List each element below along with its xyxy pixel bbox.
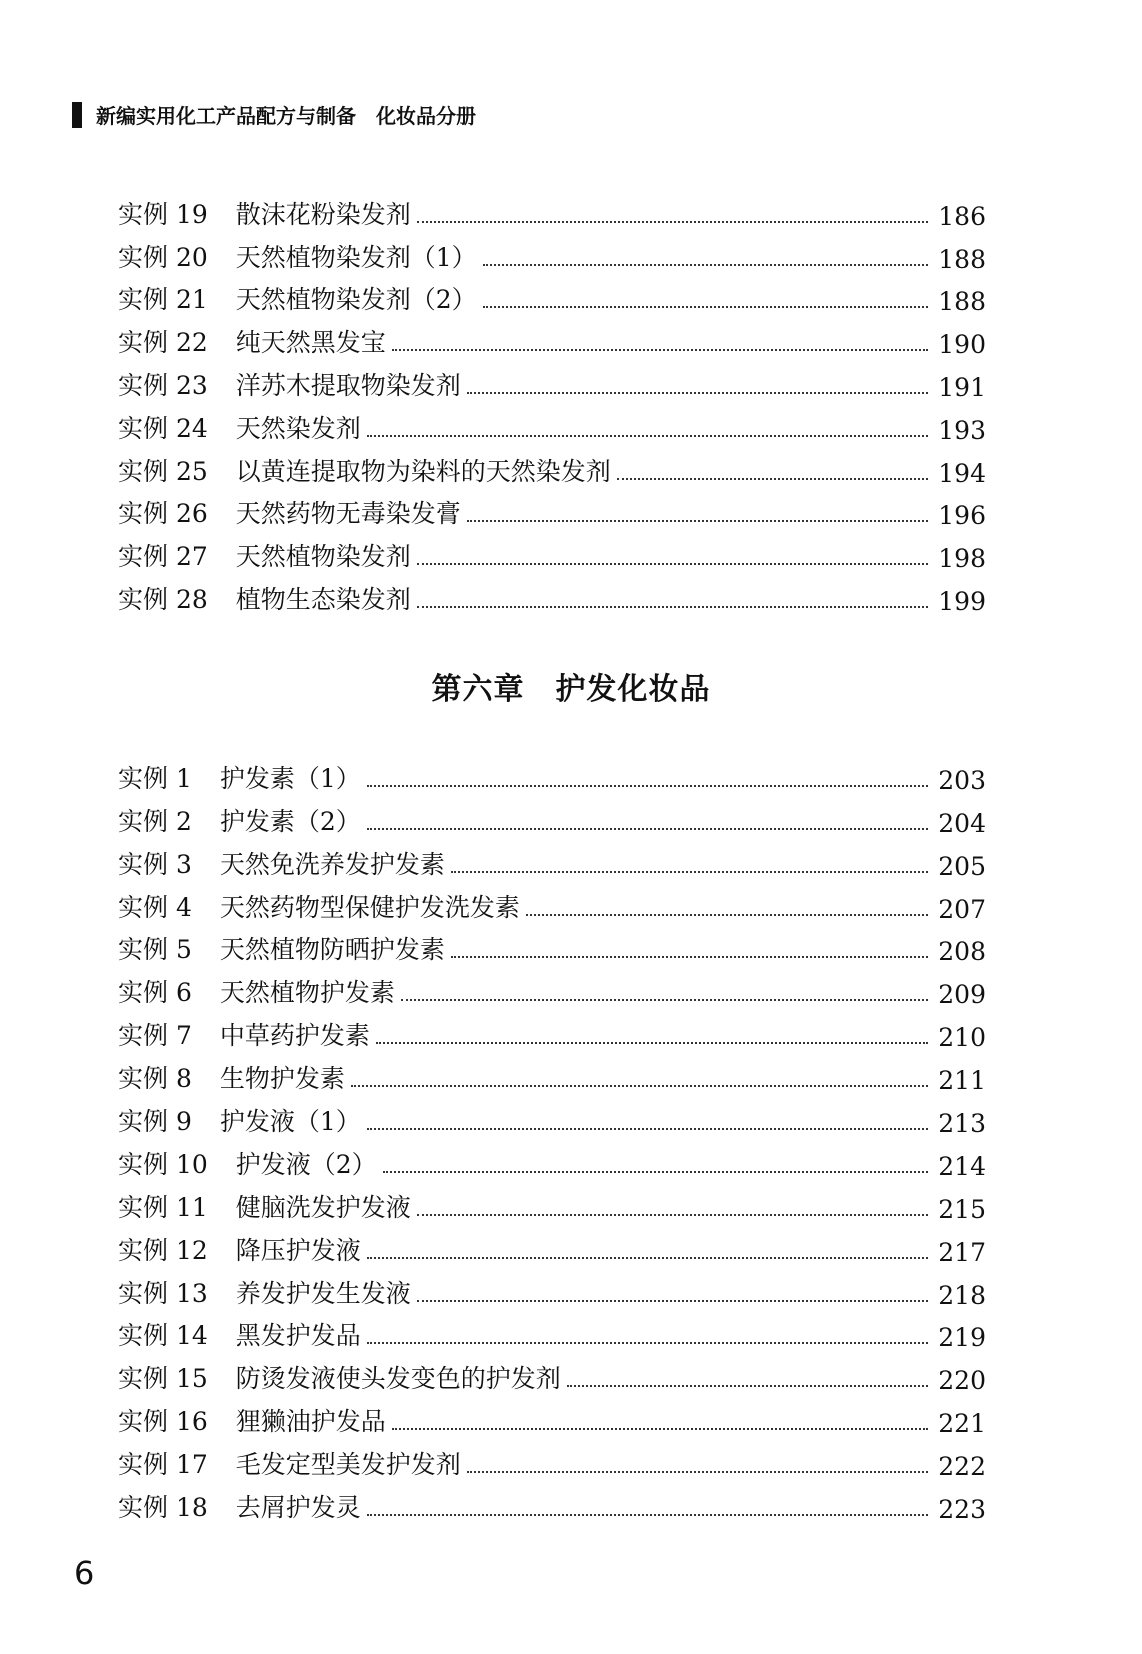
chapter-heading: 第六章 护发化妆品 xyxy=(431,672,711,707)
dot-leader xyxy=(367,828,929,830)
toc-entry[interactable] xyxy=(118,966,986,1009)
entry-page: 220 xyxy=(938,1366,986,1396)
entry-title: 植物生态染发剂 xyxy=(235,584,411,614)
dot-leader xyxy=(617,478,929,480)
entry-label: 实例 15 xyxy=(118,1364,208,1394)
dot-leader xyxy=(483,264,929,266)
entry-label: 实例 27 xyxy=(118,542,208,572)
entry-title: 护发液（2） xyxy=(235,1149,377,1179)
entry-title: 天然植物防晒护发素 xyxy=(219,935,445,965)
toc-entry[interactable] xyxy=(118,1395,986,1438)
dot-leader xyxy=(392,1428,929,1430)
entry-title: 降压护发液 xyxy=(235,1235,361,1265)
entry-label: 实例 16 xyxy=(118,1407,208,1437)
entry-page: 191 xyxy=(938,372,986,402)
entry-label: 实例 21 xyxy=(118,285,208,315)
entry-title: 护发素（2） xyxy=(219,806,361,836)
toc-entry[interactable] xyxy=(118,316,986,359)
toc-entry[interactable] xyxy=(118,1181,986,1224)
entry-title: 散沫花粉染发剂 xyxy=(235,199,411,229)
entry-label: 实例 13 xyxy=(118,1278,208,1308)
entry-label: 实例 28 xyxy=(118,584,208,614)
entry-title: 黑发护发品 xyxy=(235,1321,361,1351)
toc-entry[interactable] xyxy=(118,1009,986,1052)
toc-entry[interactable] xyxy=(118,445,986,488)
dot-leader xyxy=(367,1514,929,1516)
entry-title: 天然药物型保健护发洗发素 xyxy=(219,892,520,922)
entry-label: 实例 23 xyxy=(118,370,208,400)
toc-entry[interactable] xyxy=(118,924,986,967)
entry-title: 去屑护发灵 xyxy=(235,1493,361,1523)
entry-label: 实例 8 xyxy=(118,1064,192,1094)
entry-title: 养发护发生发液 xyxy=(235,1278,411,1308)
entry-page: 199 xyxy=(938,586,986,616)
toc-entry[interactable] xyxy=(118,1138,986,1181)
entry-page: 215 xyxy=(938,1194,986,1224)
dot-leader xyxy=(451,956,928,958)
entry-title: 纯天然黑发宝 xyxy=(235,328,386,358)
entry-label: 实例 9 xyxy=(118,1107,192,1137)
dot-leader xyxy=(467,392,929,394)
toc-entry[interactable] xyxy=(118,1481,986,1524)
dot-leader xyxy=(417,1214,929,1216)
entry-title: 健脑洗发护发液 xyxy=(235,1192,411,1222)
running-header xyxy=(72,100,476,129)
dot-leader xyxy=(392,349,929,351)
entry-title: 以黄连提取物为染料的天然染发剂 xyxy=(235,456,611,486)
dot-leader xyxy=(376,1042,928,1044)
entry-page: 222 xyxy=(938,1452,986,1482)
entry-title: 天然植物染发剂（2） xyxy=(235,285,477,315)
entry-label: 实例 11 xyxy=(118,1192,208,1222)
entry-title: 天然植物染发剂（1） xyxy=(235,242,477,272)
entry-label: 实例 1 xyxy=(118,763,192,793)
dot-leader xyxy=(567,1385,929,1387)
toc-entry[interactable] xyxy=(118,838,986,881)
entry-title: 天然染发剂 xyxy=(235,413,361,443)
dot-leader xyxy=(367,1342,929,1344)
book-title: 新编实用化工产品配方与制备 化妆品分册 xyxy=(96,104,476,128)
entry-page: 211 xyxy=(938,1066,986,1096)
entry-label: 实例 5 xyxy=(118,935,192,965)
entry-page: 218 xyxy=(938,1280,986,1310)
entry-page: 203 xyxy=(938,765,986,795)
entry-label: 实例 17 xyxy=(118,1450,208,1480)
entry-page: 219 xyxy=(938,1323,986,1353)
entry-label: 实例 6 xyxy=(118,978,192,1008)
toc-entry[interactable] xyxy=(118,1095,986,1138)
entry-title: 中草药护发素 xyxy=(219,1021,370,1051)
toc-entry[interactable] xyxy=(118,881,986,924)
entry-page: 196 xyxy=(938,501,986,531)
toc-section-chapter-six xyxy=(118,752,986,1524)
entry-title: 护发液（1） xyxy=(219,1107,361,1137)
entry-label: 实例 19 xyxy=(118,199,208,229)
dot-leader xyxy=(417,606,929,608)
entry-page: 194 xyxy=(938,458,986,488)
entry-page: 221 xyxy=(938,1409,986,1439)
entry-title: 天然植物染发剂 xyxy=(235,542,411,572)
dot-leader xyxy=(351,1085,928,1087)
entry-title: 生物护发素 xyxy=(219,1064,345,1094)
entry-page: 214 xyxy=(938,1151,986,1181)
toc-entry[interactable] xyxy=(118,1224,986,1267)
entry-page: 204 xyxy=(938,808,986,838)
entry-title: 毛发定型美发护发剂 xyxy=(235,1450,461,1480)
toc-entry[interactable] xyxy=(118,402,986,445)
toc-entry[interactable] xyxy=(118,1352,986,1395)
entry-page: 190 xyxy=(938,330,986,360)
dot-leader xyxy=(483,306,929,308)
toc-entry[interactable] xyxy=(118,359,986,402)
dot-leader xyxy=(417,563,929,565)
dot-leader xyxy=(467,520,929,522)
entry-page: 188 xyxy=(938,244,986,274)
dot-leader xyxy=(401,999,928,1001)
entry-label: 实例 26 xyxy=(118,499,208,529)
toc-entry[interactable] xyxy=(118,1438,986,1481)
entry-label: 实例 20 xyxy=(118,242,208,272)
entry-label: 实例 12 xyxy=(118,1235,208,1265)
entry-title: 天然药物无毒染发膏 xyxy=(235,499,461,529)
dot-leader xyxy=(383,1171,929,1173)
dot-leader xyxy=(367,435,929,437)
entry-title: 护发素（1） xyxy=(219,763,361,793)
entry-title: 狸獭油护发品 xyxy=(235,1407,386,1437)
dot-leader xyxy=(367,1128,929,1130)
toc-entry[interactable] xyxy=(118,1310,986,1353)
toc-entry[interactable] xyxy=(118,1052,986,1095)
dot-leader xyxy=(417,1300,929,1302)
dot-leader xyxy=(526,914,928,916)
entry-title: 防烫发液使头发变色的护发剂 xyxy=(235,1364,561,1394)
toc-entry[interactable] xyxy=(118,274,986,317)
entry-page: 198 xyxy=(938,544,986,574)
entry-label: 实例 2 xyxy=(118,806,192,836)
entry-page: 210 xyxy=(938,1023,986,1053)
dot-leader xyxy=(467,1471,929,1473)
toc-section-chapter-five xyxy=(118,188,986,616)
toc-entry[interactable] xyxy=(118,488,986,531)
toc-entry[interactable] xyxy=(118,752,986,795)
entry-page: 209 xyxy=(938,980,986,1010)
entry-label: 实例 4 xyxy=(118,892,192,922)
entry-page: 207 xyxy=(938,894,986,924)
dot-leader xyxy=(451,871,928,873)
page-number: 6 xyxy=(74,1554,95,1592)
entry-title: 天然植物护发素 xyxy=(219,978,395,1008)
entry-label: 实例 10 xyxy=(118,1149,208,1179)
dot-leader xyxy=(367,1257,929,1259)
toc-entry[interactable] xyxy=(118,231,986,274)
entry-label: 实例 18 xyxy=(118,1493,208,1523)
dot-leader xyxy=(417,221,929,223)
dot-leader xyxy=(367,785,929,787)
toc-entry[interactable] xyxy=(118,1267,986,1310)
toc-entry[interactable] xyxy=(118,530,986,573)
entry-title: 洋苏木提取物染发剂 xyxy=(235,370,461,400)
entry-label: 实例 7 xyxy=(118,1021,192,1051)
entry-label: 实例 14 xyxy=(118,1321,208,1351)
entry-label: 实例 22 xyxy=(118,328,208,358)
entry-label: 实例 24 xyxy=(118,413,208,443)
header-bar-mark xyxy=(72,102,82,128)
entry-title: 天然免洗养发护发素 xyxy=(219,849,445,879)
entry-page: 188 xyxy=(938,287,986,317)
entry-page: 208 xyxy=(938,937,986,967)
entry-page: 205 xyxy=(938,851,986,881)
entry-page: 193 xyxy=(938,415,986,445)
toc-entry[interactable] xyxy=(118,188,986,231)
entry-label: 实例 25 xyxy=(118,456,208,486)
toc-entry[interactable] xyxy=(118,795,986,838)
entry-page: 217 xyxy=(938,1237,986,1267)
entry-label: 实例 3 xyxy=(118,849,192,879)
entry-page: 213 xyxy=(938,1109,986,1139)
toc-entry[interactable] xyxy=(118,573,986,616)
entry-page: 223 xyxy=(938,1495,986,1525)
entry-page: 186 xyxy=(938,201,986,231)
